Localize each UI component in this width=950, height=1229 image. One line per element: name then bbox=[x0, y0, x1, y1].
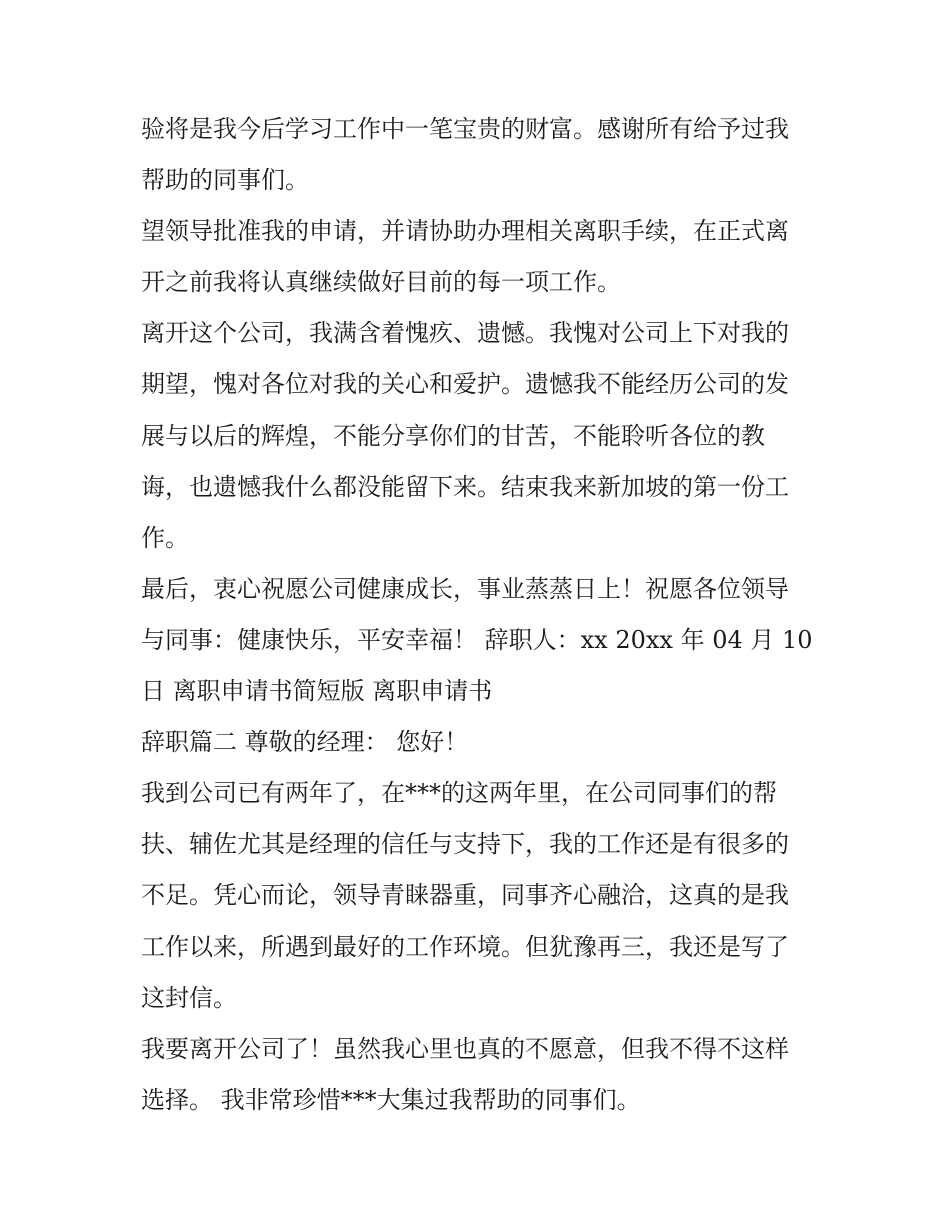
text-line: 这封信。 bbox=[141, 983, 237, 1012]
text-line: 最后，衷心祝愿公司健康成长，事业蒸蒸日上！祝愿各位领导 bbox=[141, 574, 789, 603]
text-line: 展与以后的辉煌，不能分享你们的甘苦，不能聆听各位的教 bbox=[141, 421, 765, 450]
text-line: 我到公司已有两年了，在***的这两年里，在公司同事们的帮 bbox=[141, 779, 777, 808]
text-line: 诲，也遗憾我什么都没能留下来。结束我来新加坡的第一份工 bbox=[141, 472, 789, 501]
document-body bbox=[141, 104, 821, 1126]
text-line: 我要离开公司了！虽然我心里也真的不愿意，但我不得不这样 bbox=[141, 1034, 789, 1063]
text-line: 选择。 我非常珍惜***大集过我帮助的同事们。 bbox=[141, 1085, 641, 1114]
text-line: 离开这个公司，我满含着愧疚、遗憾。我愧对公司上下对我的 bbox=[141, 319, 789, 348]
text-line: 与同事：健康快乐，平安幸福！ 辞职人：xx 20xx 年 04 月 10 bbox=[141, 625, 813, 654]
text-line: 扶、辅佐尤其是经理的信任与支持下，我的工作还是有很多的 bbox=[141, 830, 789, 859]
text-line: 验将是我今后学习工作中一笔宝贵的财富。感谢所有给予过我 bbox=[141, 115, 789, 143]
text-line: 作。 bbox=[141, 523, 189, 552]
text-line: 开之前我将认真继续做好目前的每一项工作。 bbox=[141, 268, 621, 297]
text-line: 帮助的同事们。 bbox=[141, 166, 309, 195]
text-line: 不足。凭心而论，领导青睐器重，同事齐心融洽，这真的是我 bbox=[141, 881, 789, 910]
text-line: 工作以来，所遇到最好的工作环境。但犹豫再三，我还是写了 bbox=[141, 932, 789, 961]
text-line: 望领导批准我的申请，并请协助办理相关离职手续，在正式离 bbox=[141, 217, 789, 246]
text-line: 期望，愧对各位对我的关心和爱护。遗憾我不能经历公司的发 bbox=[141, 370, 789, 399]
text-line: 辞职篇二 尊敬的经理： 您好！ bbox=[141, 728, 469, 757]
text-line: 日 离职申请书简短版 离职申请书 bbox=[141, 677, 493, 706]
